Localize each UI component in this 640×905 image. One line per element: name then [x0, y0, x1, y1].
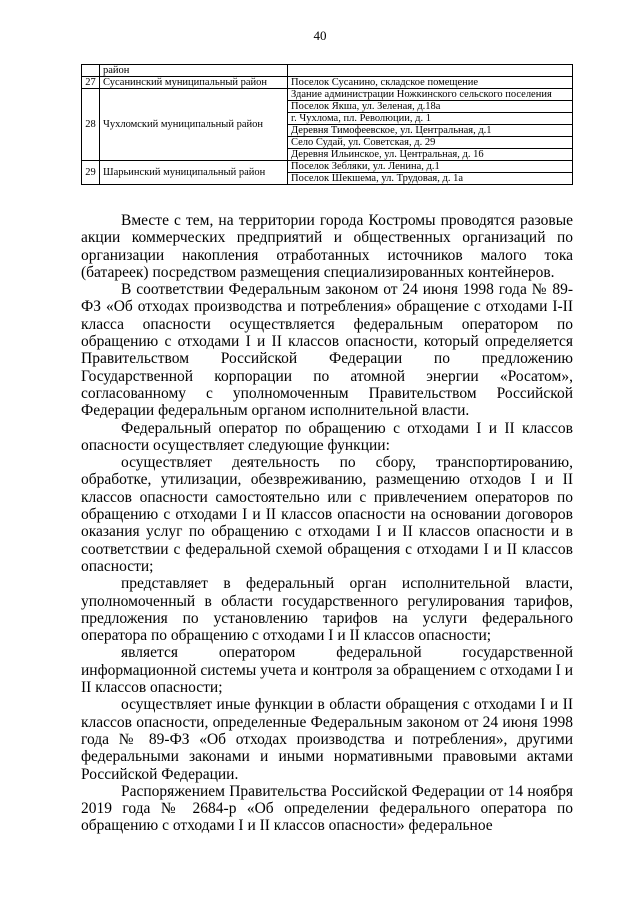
location-cell: Поселок Якша, ул. Зеленая, д.18а: [288, 101, 573, 113]
location-cell: Деревня Ильинское, ул. Центральная, д. 16: [288, 149, 573, 161]
collection-points-table: [81, 64, 573, 185]
paragraph: Вместе с тем, на территории города Костромы проводятся разовые акции коммерческих предприятий и общественных организаций по организации накопления отработанных источников малого тока (батареек) посредством размещения специализированных контейнеров.: [81, 212, 573, 281]
row-number: 27: [82, 77, 100, 89]
table-row: [82, 65, 573, 77]
location-cell: г. Чухлома, пл. Революции, д. 1: [288, 113, 573, 125]
paragraph: Распоряжением Правительства Российской Федерации от 14 ноября 2019 года № 2684-р «Об определении федерального оператора по обращению с отходами I и II классов опасности» федеральное: [81, 782, 573, 835]
location-cell: Деревня Тимофеевское, ул. Центральная, д.1: [288, 125, 573, 137]
paragraph: В соответствии Федеральным законом от 24 июня 1998 года № 89-ФЗ «Об отходах производства и потребления» обращение с отходами I-II класса опасности осуществляется федеральным оператором по обращению с отходами I и II классов опасности, который определяется Правительством Российской Федерации по предложению Государственной корпорации по атомной энергии «Росатом», согласованному с уполномоченным Правительством Российской Федерации федеральным органом исполнительной власти.: [81, 281, 573, 420]
location-cell: Село Судай, ул. Советская, д. 29: [288, 137, 573, 149]
row-number: 28: [82, 89, 100, 161]
body-text: [81, 212, 573, 835]
location-cell: Поселок Сусанино, складское помещение: [288, 77, 573, 89]
district-cell: Сусанинский муниципальный район: [100, 77, 288, 89]
location-cell: [288, 65, 573, 77]
list-item: осуществляет иные функции в области обращения с отходами I и II классов опасности, определенные Федеральным законом от 24 июня 1998 года № 89-ФЗ «Об отходах производства и потребления», другими федеральными законами и иными нормативными правовыми актами Российской Федерации.: [81, 696, 573, 783]
table-row: [82, 77, 573, 89]
location-cell: Поселок Шекшема, ул. Трудовая, д. 1а: [288, 173, 573, 185]
district-cell: район: [100, 65, 288, 77]
row-number: [82, 65, 100, 77]
list-item: представляет в федеральный орган исполнительной власти, уполномоченный в области государственного регулирования тарифов, предложения по установлению тарифов на услуги федерального оператора по обращению с отходами I и II классов опасности;: [81, 575, 573, 645]
list-item: осуществляет деятельность по сбору, транспортированию, обработке, утилизации, обезвреживанию, размещению отходов I и II классов опасности самостоятельно или с привлечением операторов по обращению с отходами I и II классов опасности на основании договоров оказания услуг по обращению с отходами I и II классов опасности и в соответствии с федеральной схемой обращения с отходами I и II классов опасности;: [81, 454, 573, 575]
location-cell: Поселок Зебляки, ул. Ленина, д.1: [288, 161, 573, 173]
paragraph: Федеральный оператор по обращению с отходами I и II классов опасности осуществляет следующие функции:: [81, 419, 573, 454]
district-cell: Чухломский муниципальный район: [100, 89, 288, 161]
district-cell: Шарьинский муниципальный район: [100, 161, 288, 185]
row-number: 29: [82, 161, 100, 185]
page-number: 40: [313, 28, 327, 43]
list-item: является оператором федеральной государственной информационной системы учета и контроля за обращением с отходами I и II классов опасности;: [81, 644, 573, 697]
table-row: [82, 89, 573, 101]
location-cell: Здание администрации Ножкинского сельского поселения: [288, 89, 573, 101]
table-row: [82, 161, 573, 173]
